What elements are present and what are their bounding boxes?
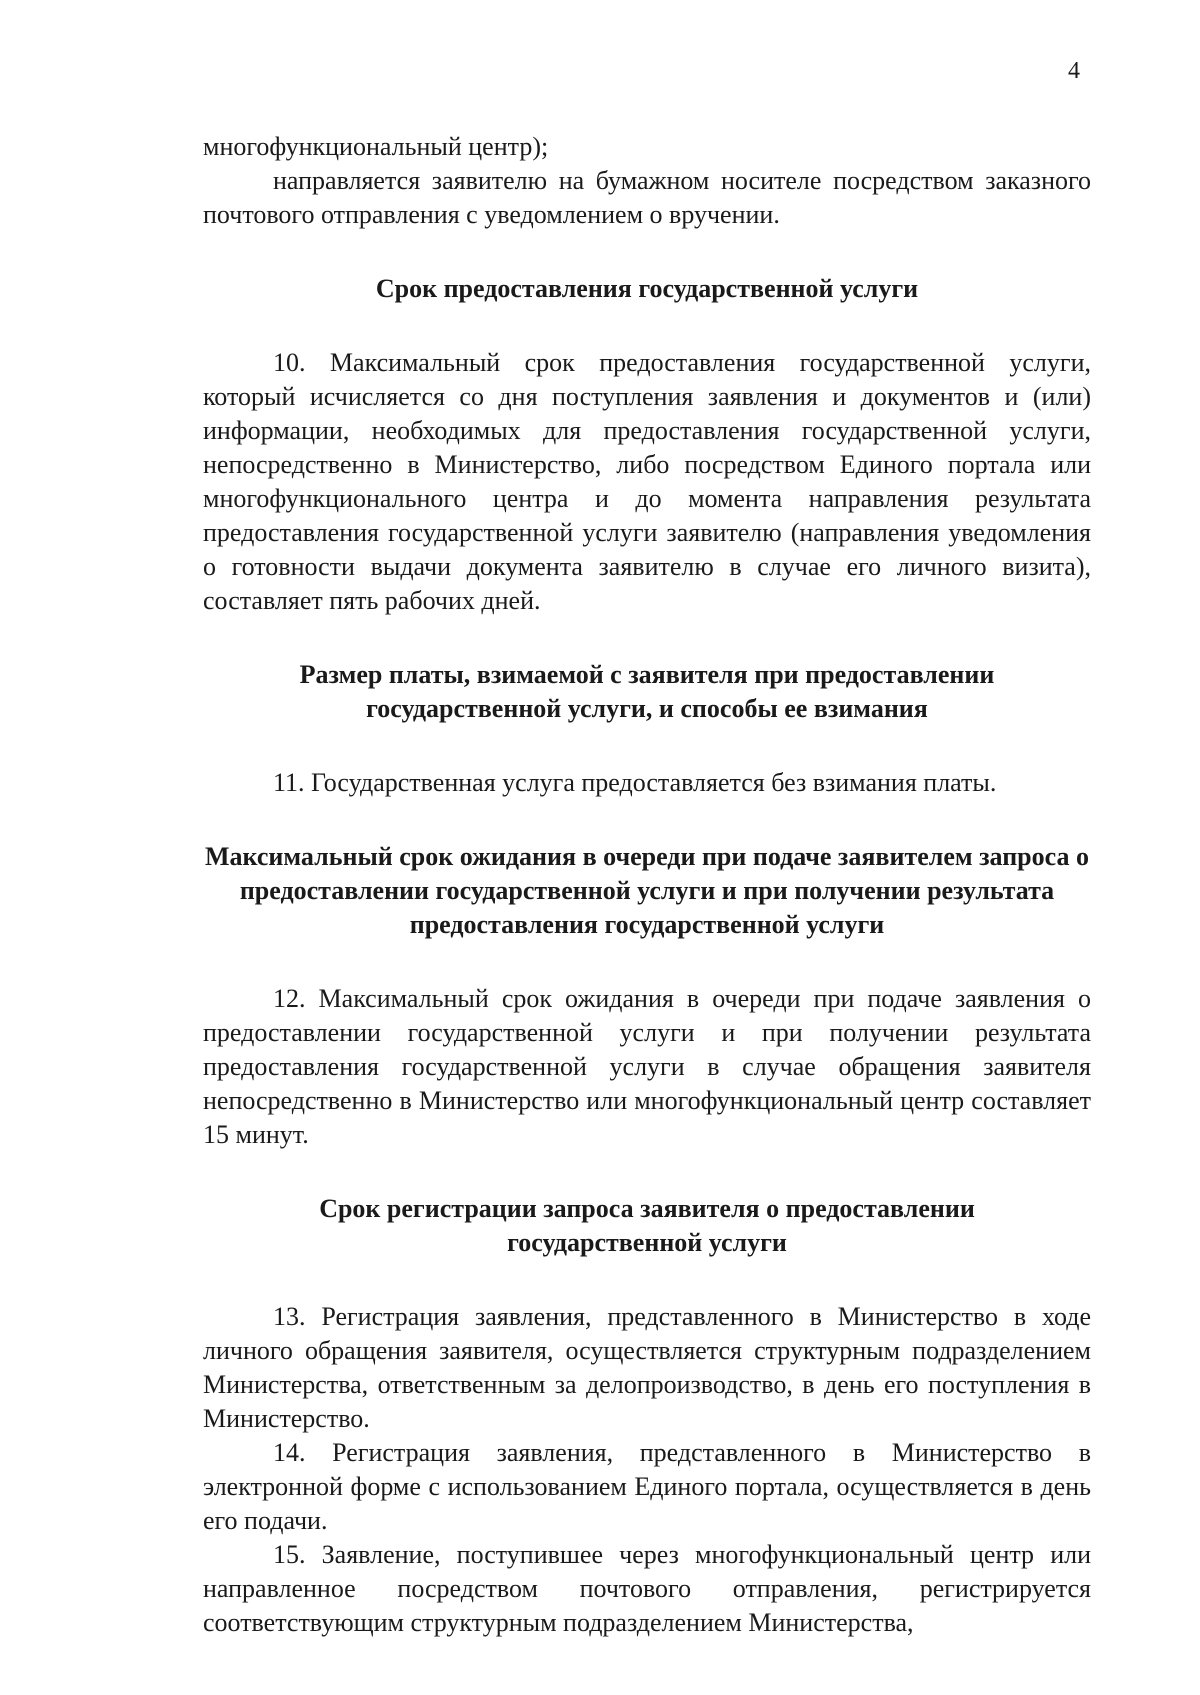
paragraph: многофункциональный центр); (203, 132, 549, 161)
section-heading: Срок регистрации запроса заявителя о предоставлении государственной услуги (319, 1194, 975, 1257)
paragraph: 12. Максимальный срок ожидания в очереди при подаче заявления о предоставлении государственной услуги и при получении результата предоставления государственной услуги в случае обращения заявителя непосредственно в Министерство или многофункциональный центр составляет 15 минут. (203, 984, 1091, 1149)
paragraph: 10. Максимальный срок предоставления государственной услуги, который исчисляется со дня поступления заявления и документов и (или) информации, необходимых для предоставления государственной услуги, непосредственно в Министерство, либо посредством Единого портала или многофункционального центра и до момента направления результата предоставления государственной услуги заявителю (направления уведомления о готовности выдачи документа заявителю в случае его личного визита), составляет пять рабочих дней. (203, 348, 1091, 615)
page-number: 4 (1068, 58, 1080, 84)
paragraph: направляется заявителю на бумажном носителе посредством заказного почтового отправления с уведомлением о вручении. (203, 166, 1091, 229)
document-body (203, 130, 1091, 1640)
paragraph: 14. Регистрация заявления, представленного в Министерство в электронной форме с использованием Единого портала, осуществляется в день его подачи. (203, 1438, 1091, 1535)
paragraph: 11. Государственная услуга предоставляется без взимания платы. (273, 768, 997, 797)
section-heading: Срок предоставления государственной услуги (375, 274, 919, 303)
paragraph: 13. Регистрация заявления, представленного в Министерство в ходе личного обращения заявителя, осуществляется структурным подразделением Министерства, ответственным за делопроизводство, в день его поступления в Министерство. (203, 1302, 1091, 1433)
section-heading: Размер платы, взимаемой с заявителя при предоставлении государственной услуги, и способы ее взимания (299, 660, 995, 723)
paragraph: 15. Заявление, поступившее через многофункциональный центр или направленное посредством почтового отправления, регистрируется соответствующим структурным подразделением Министерства, (203, 1540, 1091, 1637)
section-heading: Максимальный срок ожидания в очереди при подаче заявителем запроса о предоставлении государственной услуги и при получении результата предоставления государственной услуги (204, 842, 1089, 939)
